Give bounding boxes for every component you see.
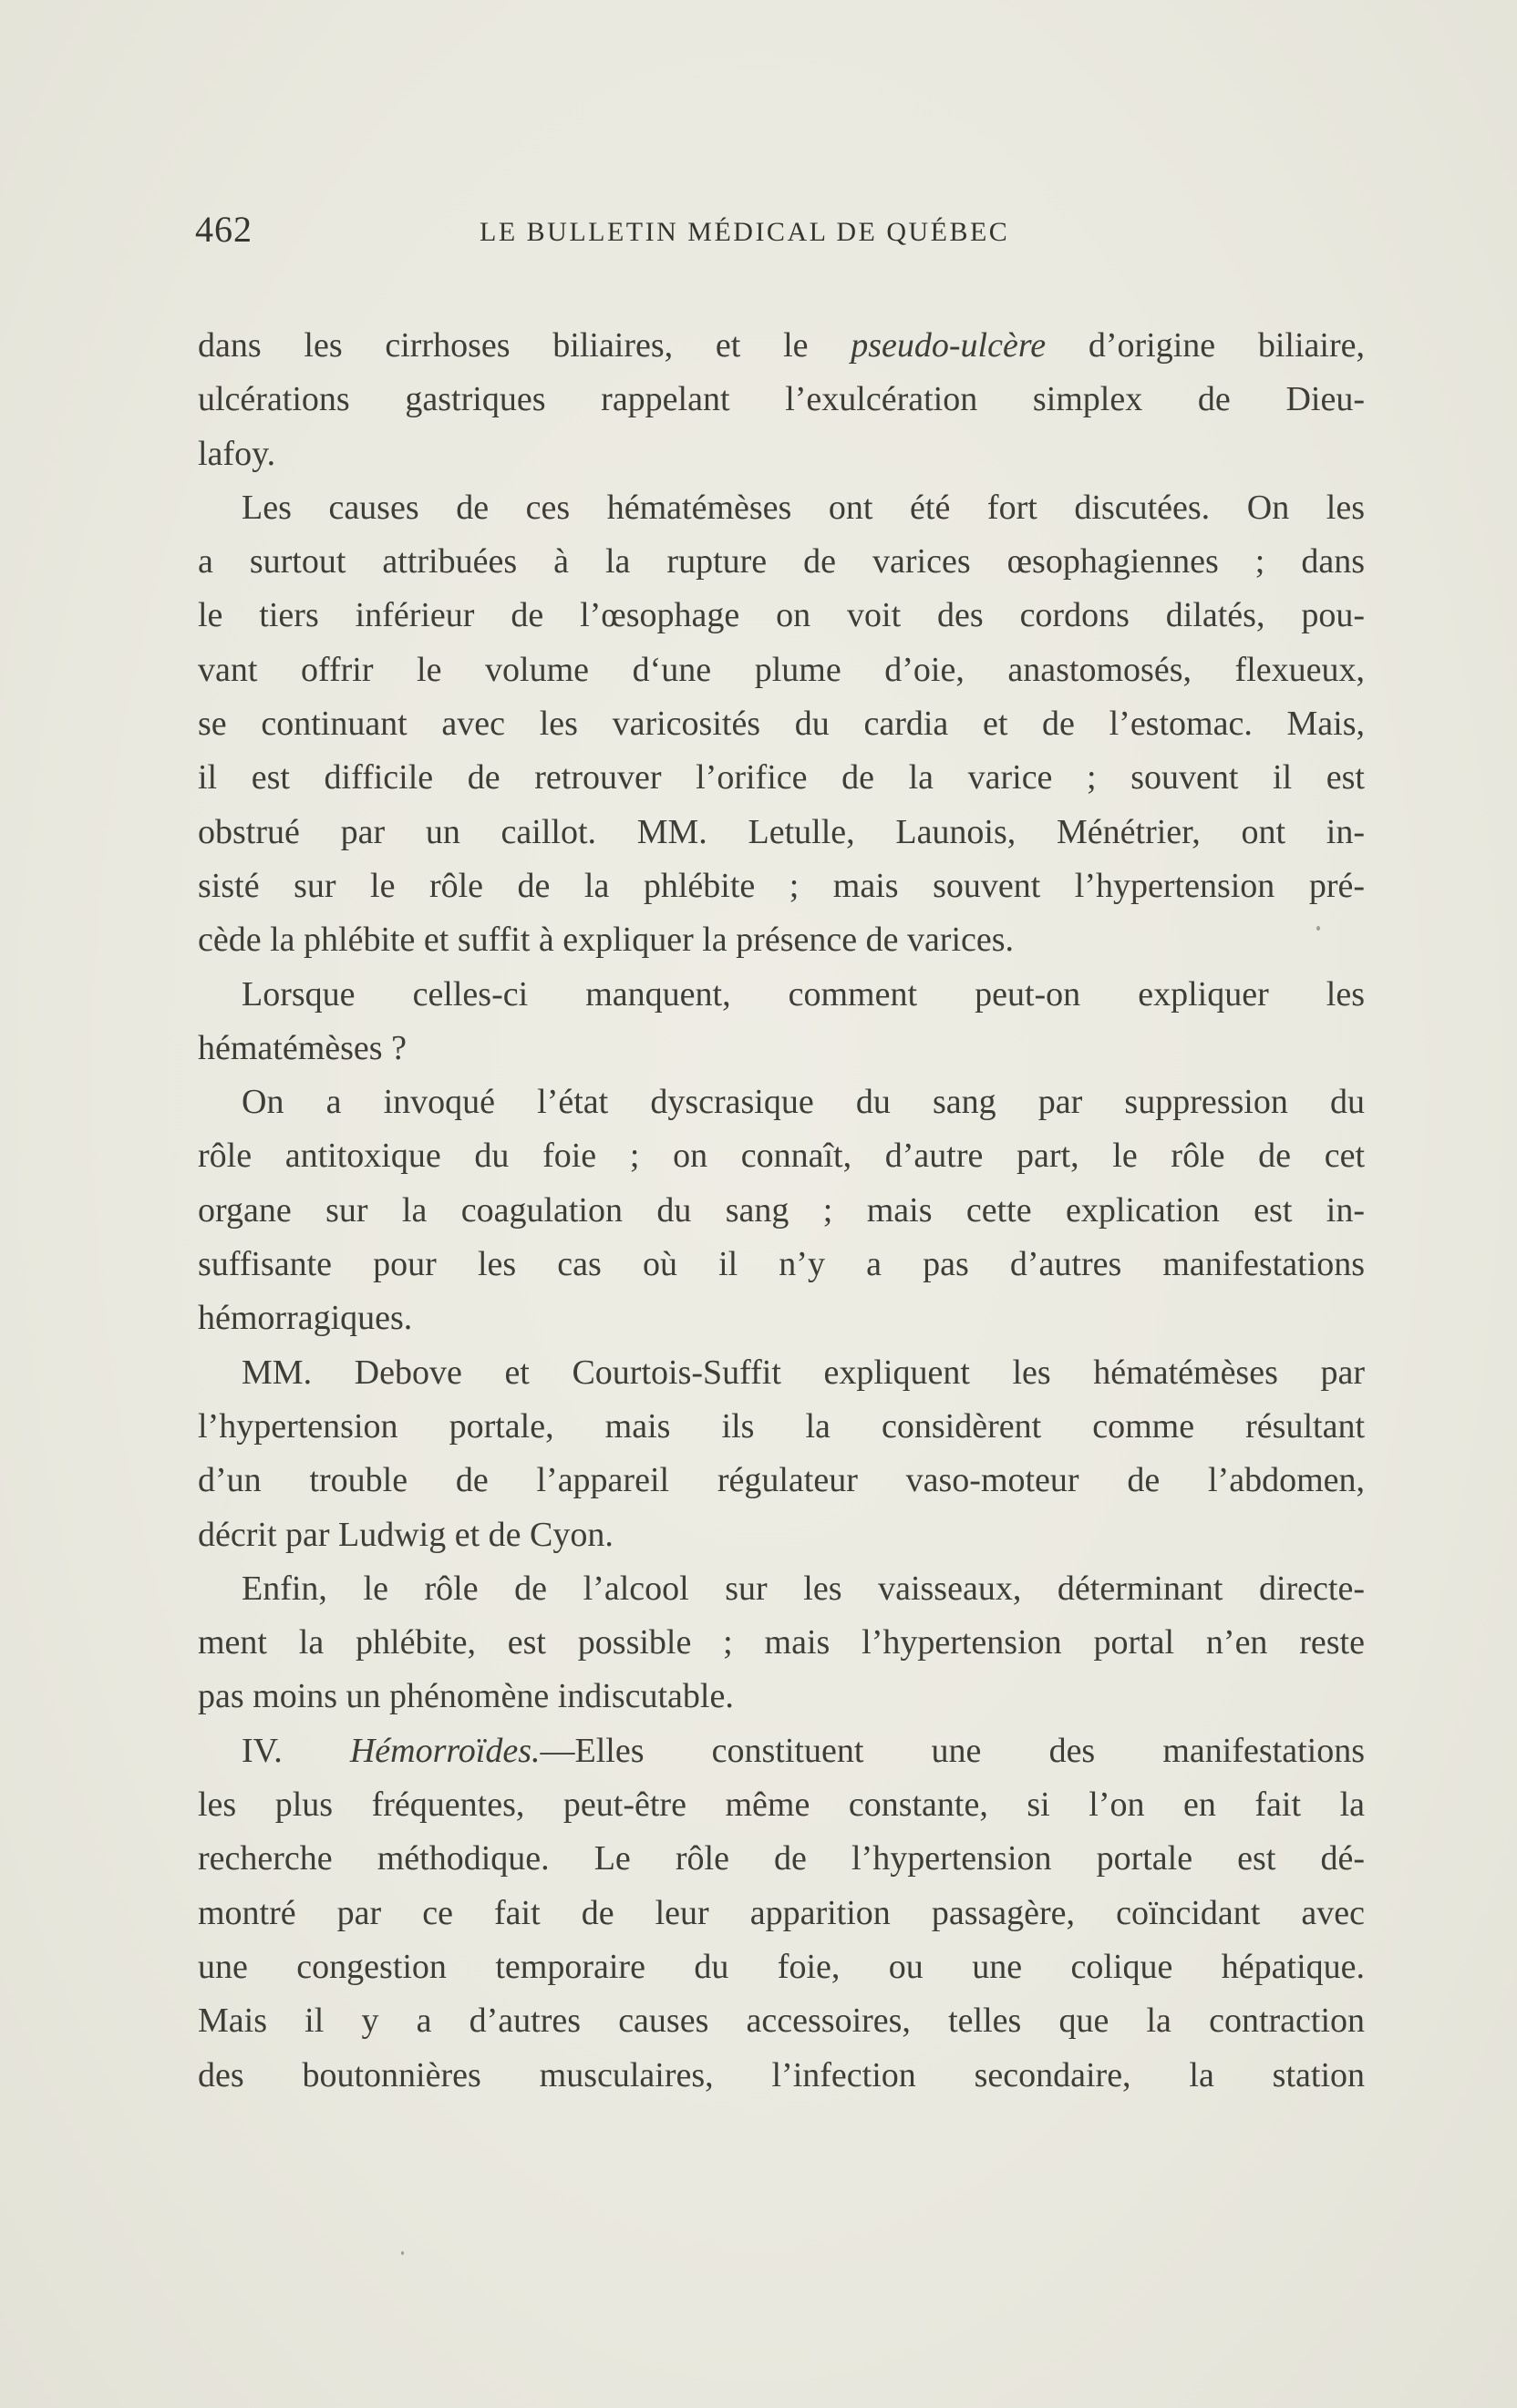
paper-speck (1316, 926, 1320, 931)
text-line: les plus fréquentes, peut-être même constante, si l’on en fait la (198, 1785, 1365, 1825)
text-line: d’un trouble de l’appareil régulateur vaso-moteur de l’abdomen, (198, 1461, 1365, 1500)
text-line: sisté sur le rôle de la phlébite ; mais souvent l’hypertension pré- (198, 866, 1365, 905)
text-line: se continuant avec les varicosités du cardia et de l’estomac. Mais, (198, 705, 1365, 744)
text-line: dans les cirrhoses biliaires, et le pseudo-ulcère d’origine biliaire, (198, 326, 1365, 365)
text-line: obstrué par un caillot. MM. Letulle, Launois, Ménétrier, ont in- (198, 812, 1365, 851)
paper-speck (401, 2251, 404, 2255)
paragraph-first-line: Lorsque celles-ci manquent, comment peut-on expliquer les (242, 974, 1365, 1014)
text-line: il est difficile de retrouver l’orifice de la varice ; souvent il est (198, 758, 1365, 798)
body-text (198, 319, 1365, 2103)
text-line: organe sur la coagulation du sang ; mais cette explication est in- (198, 1190, 1365, 1230)
text-line: suffisante pour les cas où il n’y a pas d’autres manifestations (198, 1245, 1365, 1284)
text-line: pas moins un phénomène indiscutable. (198, 1677, 734, 1716)
text-line: décrit par Ludwig et de Cyon. (198, 1515, 614, 1554)
text-line: l’hypertension portale, mais ils la considèrent comme résultant (198, 1406, 1365, 1446)
text-line: vant offrir le volume d‘une plume d’oie, anastomosés, flexueux, (198, 650, 1365, 689)
text-line: a surtout attribuées à la rupture de varices œsophagiennes ; dans (198, 542, 1365, 581)
section-heading-line: IV. Hémorroïdes.—Elles constituent une des manifestations (242, 1731, 1365, 1770)
text-line: ment la phlébite, est possible ; mais l’hypertension portal n’en reste (198, 1623, 1365, 1662)
text-line: ulcérations gastriques rappelant l’exulcération simplex de Dieu- (198, 380, 1365, 419)
text-line: Mais il y a d’autres causes accessoires, telles que la contraction (198, 2002, 1365, 2041)
paragraph-first-line: Enfin, le rôle de l’alcool sur les vaisseaux, déterminant directe- (242, 1569, 1365, 1608)
text-line: le tiers inférieur de l’œsophage on voit des cordons dilatés, pou- (198, 596, 1365, 635)
paragraph-first-line: Les causes de ces hématémèses ont été fort discutées. On les (242, 488, 1365, 527)
text-line: recherche méthodique. Le rôle de l’hypertension portale est dé- (198, 1839, 1365, 1878)
paragraph-first-line: MM. Debove et Courtois-Suffit expliquent les hématémèses par (242, 1353, 1365, 1392)
text-line: cède la phlébite et suffit à expliquer la présence de varices. (198, 921, 1015, 960)
text-line: hémorragiques. (198, 1299, 413, 1338)
text-line: des boutonnières musculaires, l’infection secondaire, la station (198, 2055, 1365, 2094)
text-line: une congestion temporaire du foie, ou une colique hépatique. (198, 1947, 1365, 1986)
text-line: hématémèses ? (198, 1028, 407, 1067)
running-title: LE BULLETIN MÉDICAL DE QUÉBEC (480, 217, 1010, 247)
paragraph-first-line: On a invoqué l’état dyscrasique du sang par suppression du (242, 1083, 1365, 1122)
page-header (195, 208, 1362, 262)
text-line: rôle antitoxique du foie ; on connaît, d’autre part, le rôle de cet (198, 1137, 1365, 1176)
page-number: 462 (195, 209, 253, 250)
text-line: lafoy. (198, 434, 276, 473)
text-line: montré par ce fait de leur apparition passagère, coïncidant avec (198, 1893, 1365, 1932)
